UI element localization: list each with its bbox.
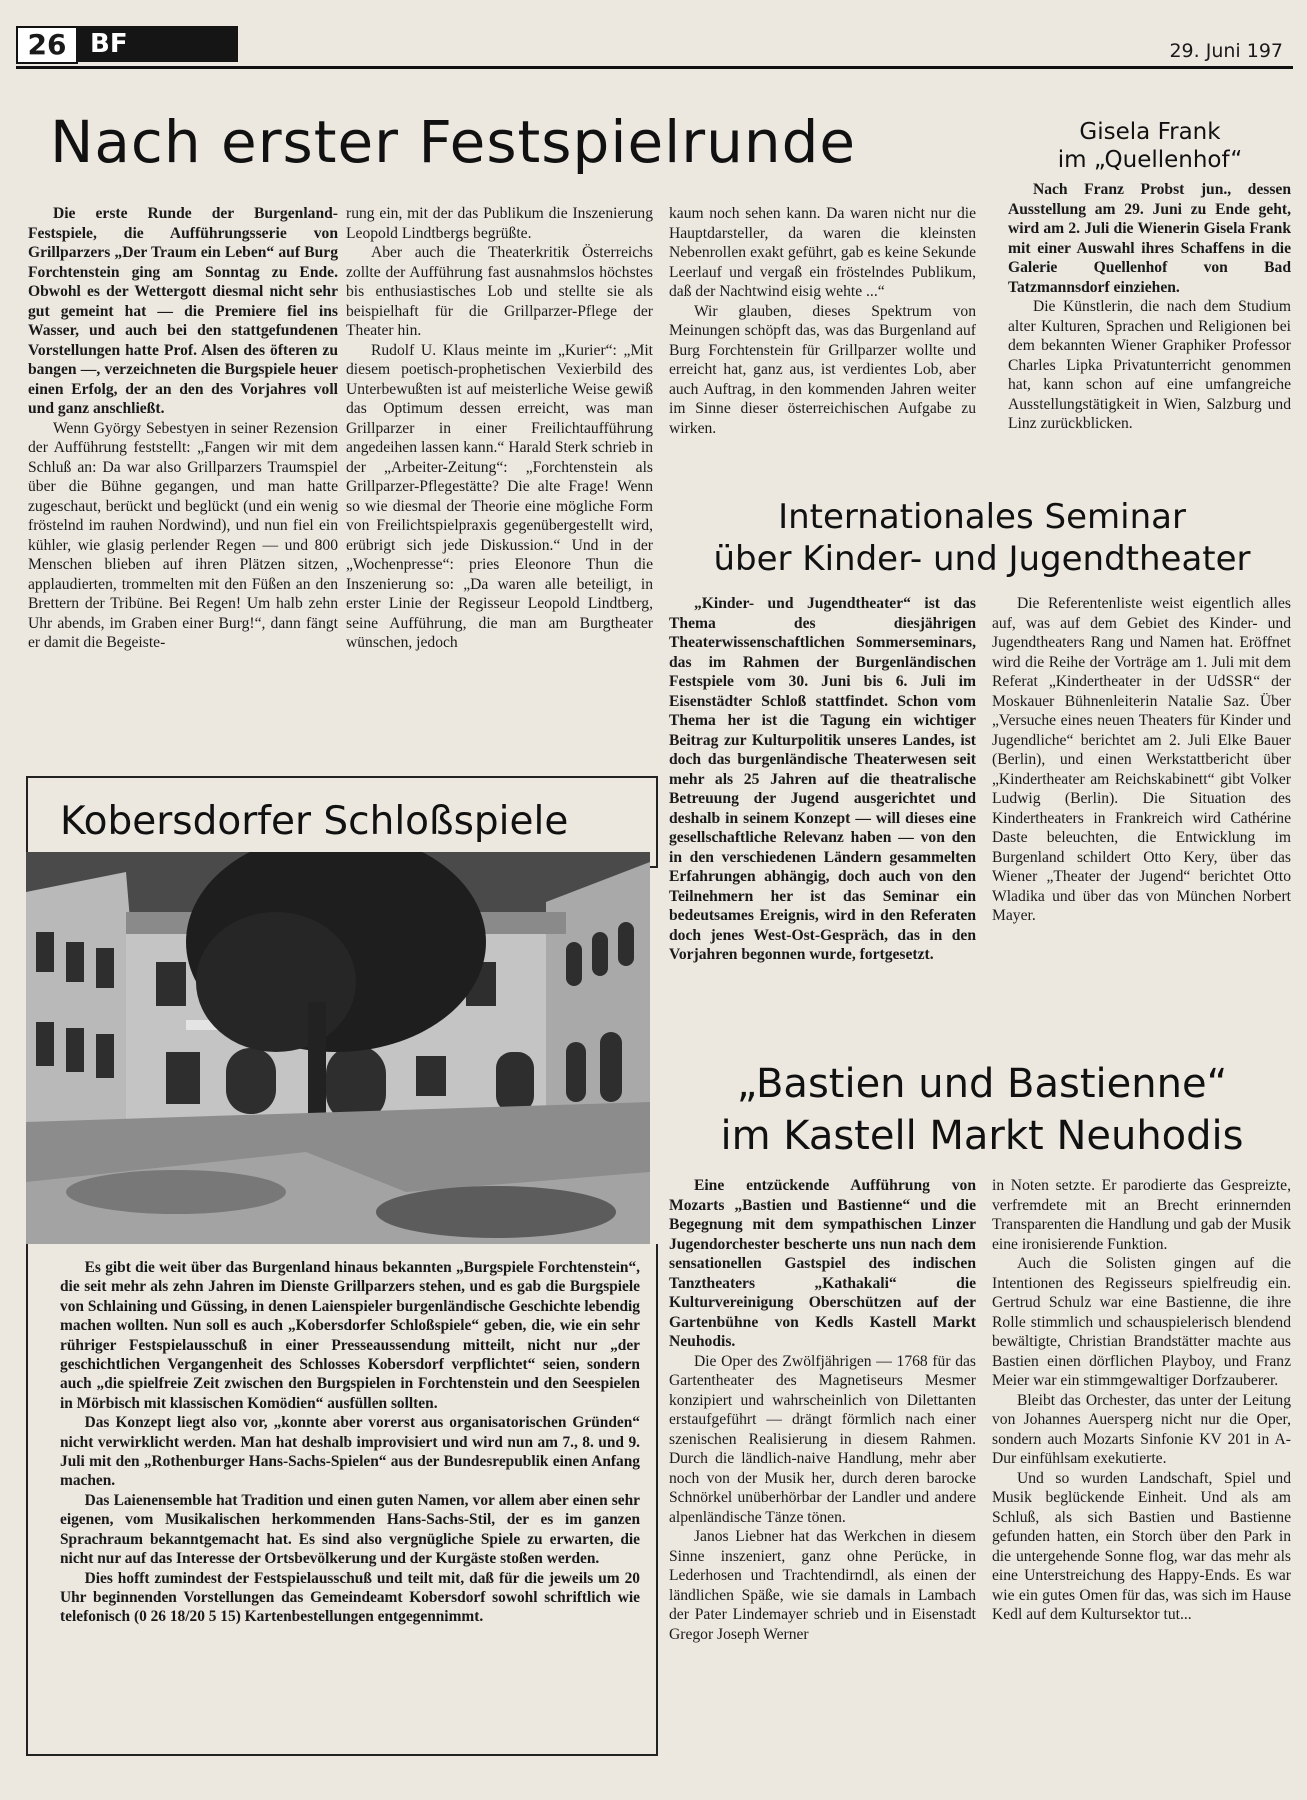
seminar-article-lead: „Kinder- und Jugendtheater“ ist das Thema des diesjährigen Theaterwissenschaftlichen Sommerseminars, das im Rahmen der Burgenländischen Festspiele vom 30. Juni bis 6. Juli im Eisenstädter Schloß stattfindet. Schon vom Thema her ist die Tagung ein wichtiger Beitrag zur Kulturpolitik unseres Landes, ist doch das burgenländische Theaterwesen seit mehr als 25 Jahren auf die theatralische Betreuung der Jugend ausgerichtet und deshalb in seinem Konzept — will dieses eine gesellschaftliche Relevanz haben — von den in den verschiedenen Ländern gesammelten Erfahrungen abhängig, doch auch von den Teilnehmern her ist das Seminar ein bedeutsames Ereignis, wird in den Referaten doch jenes West-Ost-Gespräch, das in den Vorjahren begonnen wurde, fortgesetzt. xyxy=(669,595,976,963)
bastien-title-line2: im Kastell Markt Neuhodis xyxy=(720,1113,1244,1159)
main-article-col2-p1: rung ein, mit der das Publikum die Inszenierung Leopold Lindtbergs begrüßte. xyxy=(346,205,653,242)
kobersdorf-p2: Das Konzept liegt also vor, „konnte aber vorerst aus organisatorischen Gründen“ nicht verwirklicht werden. Man hat deshalb improvisiert und wird nun am 7., 8. und 9. Juli mit den „Rothenburger Hans-Sachs-Spielen“ aus der Bundesrepublik einen Anfang machen. xyxy=(60,1414,640,1490)
bastien-col2-p3: Bleibt das Orchester, das unter der Leitung von Johannes Auersperg nicht nur die Oper, sondern auch Mozarts Sinfonie KV 201 in A-Dur einfühlsam exekutierte. xyxy=(992,1391,1291,1467)
kobersdorf-p1: Es gibt die weit über das Burgenland hinaus bekannten „Burgspiele Forchtenstein“, die seit mehr als zehn Jahren im Dienste Grillparzers stehen, und es gab die Burgspiele von Schlaining und Güssing, in denen Laienspieler burgenländische Geschichte lebendig machen wollten. Nun soll es auch „Kobersdorfer Schloßspiele“ geben, die, wie ein sehr rühriger Festspielausschuß in einer Presseaussendung mitteilt, nicht nur „der geschichtlichen Vergangenheit des Schlosses Kobersdorf verpflichtet“ seien, sondern auch „die spielfreie Zeit zwischen den Burgspielen in Forchtenstein und den Seespielen in Mörbisch mit klassischen Komödien“ ausfüllen sollten. xyxy=(60,1259,640,1412)
bastien-article-lead: Eine entzückende Aufführung von Mozarts „Bastien und Bastienne“ und die Begegnung mit dem sympathischen Linzer Jugendorchester bescherte uns nun nach dem sensationellen Gastspiel des indischen Tanztheaters „Kathakali“ die Kulturvereinigung Oberschützen auf der Gartenbühne von Kedls Kastell Markt Neuhodis. xyxy=(669,1177,976,1350)
main-article-lead: Die erste Runde der Burgenland-Festspiele, die Aufführungsserie von Grillparzers „Der Traum ein Leben“ auf Burg Forchtenstein ging am Sonntag zu Ende. Obwohl es der Wettergott diesmal nicht sehr gut gemeint hat — die Premiere fiel ins Wasser, und auch bei den stattgefundenen Vorstellungen hatte Prof. Alsen des öfteren zu bangen —, verzeichneten die Burgspiele heuer einen Erfolg, der an den des Vorjahres voll und ganz anschließt. xyxy=(28,205,338,417)
frank-article-lead: Nach Franz Probst jun., dessen Ausstellung am 29. Juni zu Ende geht, wird am 2. Juli die Wienerin Gisela Frank mit einer Auswahl ihres Schaffens in die Galerie Quellenhof von Bad Tatzmannsdorf einziehen. xyxy=(1008,181,1291,296)
kobersdorf-p4: Dies hofft zumindest der Festspielausschuß und teilt mit, daß für die jeweils um 20 Uhr beginnenden Vorstellungen das Gemeindeamt Kobersdorf sowohl schriftlich wie telefonisch (0 26 18/20 5 15) Kartenbestellungen entgegennimmt. xyxy=(60,1569,640,1626)
frank-article-text: Die Künstlerin, die nach dem Studium alter Kulturen, Sprachen und Religionen bei dem bekannten Wiener Graphiker Professor Charles Lipka Privatunterricht genommen hat, kann schon auf eine umfangreiche Ausstellungstätigkeit in Wien, Salzburg und Linz zurückblicken. xyxy=(1008,298,1291,432)
bastien-col2-p2: Auch die Solisten gingen auf die Intentionen des Regisseurs spielfreudig ein. Gertrud Schulz war eine Bastienne, die ihre Rolle stimmlich und schauspielerisch blendend bewältigte, Christian Brandstätter machte aus Bastien einen dörflichen Playboy, und Franz Meier war ein stimmgewaltiger Dorfzauberer. xyxy=(992,1255,1291,1389)
frank-title-line1: Gisela Frank xyxy=(1079,119,1221,145)
seminar-article-text: Die Referentenliste weist eigentlich alles auf, was auf dem Gebiet des Kinder- und Jugendtheaters Rang und Namen hat. Eröffnet wird die Reihe der Vorträge am 1. Juli mit dem Referat „Kindertheater in der UdSSR“ der Moskauer Bühnenleiterin Natalie Saz. Über „Versuche eines neuen Theaters für Kinder und Jugendliche“ berichtet am 2. Juli Elke Bauer (Berlin), und einen Werkstattbericht über „Kindertheater am Reichskabinett“ gibt Volker Ludwig (Berlin). Die Situation des Kindertheaters in Frankreich wird Cathérine Daste beleuchten, die Entwicklung im Burgenland schildert Otto Kery, über das Wiener „Theater der Jugend“ berichtet Otto Wladika und über das von München Norbert Mayer. xyxy=(992,595,1291,924)
seminar-article-col1 xyxy=(669,594,976,965)
kobersdorf-article-body xyxy=(28,1244,656,1627)
bastien-article-col2 xyxy=(992,1176,1291,1625)
seminar-title-line2: über Kinder- und Jugendtheater xyxy=(713,539,1251,579)
main-article-col1-body: Wenn György Sebestyen in seiner Rezension der Aufführung feststellt: „Fangen wir mit dem Schluß an: Da war also Grillparzers Traumspiel über die Bühne gegangen, und man hatte zugeschaut, berückt und beglückt (und ein wenig fröstelnd im rauhen Nordwind), und nun fiel ein kühler, wie glasig perlender Regen — und 800 Menschen blieben auf ihren Plätzen sitzen, applaudierten, trommelten mit den Füßen an den Brettern der Tribüne. Bei Regen! Um halb zehn Uhr abends, im Graben einer Burg!“, dann fängt er damit die Begeiste- xyxy=(28,419,338,651)
main-article-col2 xyxy=(346,204,653,653)
castle-courtyard-image xyxy=(26,852,650,1244)
kobersdorf-text-box xyxy=(26,1244,658,1756)
castle-courtyard-photo xyxy=(26,852,650,1244)
main-article-col2-p2: Aber auch die Theaterkritik Österreichs zollte der Aufführung fast ausnahmslos höchstes bis enthusiastisches Lob und stellte sie als beispielhaft für die Grillparzer-Pflege der Theater hin. xyxy=(346,244,653,339)
main-article-title: Nach erster Festspielrunde xyxy=(50,108,857,176)
frank-title-line2: im „Quellenhof“ xyxy=(1057,147,1243,173)
bastien-article-title xyxy=(672,1058,1292,1162)
main-article-col1 xyxy=(28,204,338,653)
seminar-title-line1: Internationales Seminar xyxy=(778,497,1186,537)
header-rule xyxy=(16,66,1293,69)
main-article-col2-p3: Rudolf U. Klaus meinte im „Kurier“: „Mit diesem poetisch-prophetischen Vexierbild des Unterbewußten ist auf meisterliche Weise gewiß das Optimum dessen erreicht, was man Grillparzer in einer Freilichtaufführung angedeihen lassen kann.“ Harald Sterk schrieb in der „Arbeiter-Zeitung“: „Forchtenstein als Grillparzer-Pflegestätte? Die alte Frage! Wenn so wie diesmal der Theorie eine mögliche Form von Freilichtspielpraxis gegenübergestellt wird, erübrigt sich jede Diskussion.“ Und in der „Wochenpresse“: pries Eleonore Thun die Inszenierung so: „Da waren alle beteiligt, in erster Linie der Regisseur Leopold Lindtberg, seine Aufführung, die man am Burgtheater wünschen, jedoch xyxy=(346,341,653,651)
kobersdorf-article-title: Kobersdorfer Schloßspiele xyxy=(60,799,569,844)
bastien-col1-p3: Janos Liebner hat das Werkchen in diesem Sinne inszeniert, ganz ohne Perücke, in Lederhosen und Trachtendirndl, als einen der ländlichen Späße, wie sie damals in Lambach der Pater Lindemayer schrieb und in Eisenstadt Gregor Joseph Werner xyxy=(669,1528,976,1643)
bastien-col2-p1: in Noten setzte. Er parodierte das Gespreizte, verfremdete mit an Brecht erinnernden Transparenten die Handlung und gab der Musik eine ironisierende Funktion. xyxy=(992,1177,1291,1253)
frank-article-body xyxy=(1008,180,1291,434)
seminar-article-title xyxy=(672,496,1292,580)
page-number: 26 xyxy=(16,26,78,64)
bastien-article-col1 xyxy=(669,1176,976,1644)
bastien-col1-p2: Die Oper des Zwölfjährigen — 1768 für das Gartentheater des Magnetiseurs Mesmer konzipiert und wahrscheinlich von Dilettanten erstaufgeführt — drängt förmlich nach einer szenischen Realisierung in diesem Rahmen. Durch die ländlich-naive Handlung, mehr aber noch von der Musik her, durch deren barocke Schnörkel unüberhörbar der Landler und andere alpenländische Tänze tönen. xyxy=(669,1352,976,1526)
seminar-article-col2 xyxy=(992,594,1291,926)
main-article-col3-p2: Wir glauben, dieses Spektrum von Meinungen schöpft das, was das Burgenland auf Burg Forchtenstein für Grillparzer wollte und erreicht hat, ganz aus, ist verdientes Lob, aber auch Auftrag, in den kommenden Jahren weiter im Sinne dieser österreichischen Aufgabe zu wirken. xyxy=(669,302,976,437)
issue-date: 29. Juni 197 xyxy=(1169,40,1283,62)
main-article-col3 xyxy=(669,204,976,438)
main-article-col3-p1: kaum noch sehen kann. Da waren nicht nur die Hauptdarsteller, da waren die kleinsten Nebenrollen exakt geführt, gab es keine Sekunde Leerlauf und vergaß ein fröstelndes Publikum, daß der Nachtwind eisig wehte ...“ xyxy=(669,205,976,300)
bastien-col2-p4: Und so wurden Landschaft, Spiel und Musik beglückende Einheit. Und als am Schluß, als sich Bastien und Bastienne gefunden hatten, ein Storch über den Park in die untergehende Sonne flog, war das mehr als eine Unterstreichung des Happy-Ends. Es war wie ein gutes Omen für das, was sich im Hause Kedl auf dem Kultursektor tut... xyxy=(992,1469,1291,1623)
bastien-title-line1: „Bastien und Bastienne“ xyxy=(736,1061,1228,1107)
section-tag: BF xyxy=(76,26,238,62)
kobersdorf-p3: Das Laienensemble hat Tradition und einen guten Namen, vor allem aber einen sehr eigenen, vom Musikalischen herkommenden Hans-Sachs-Stil, der es im ganzen Sprachraum bekanntgemacht hat. Es sind also vergnügliche Spiele zu erwarten, die nicht nur auf das Interesse der Ortsbevölkerung und der Kurgäste stoßen werden. xyxy=(60,1491,640,1568)
frank-article-title xyxy=(1010,118,1290,174)
